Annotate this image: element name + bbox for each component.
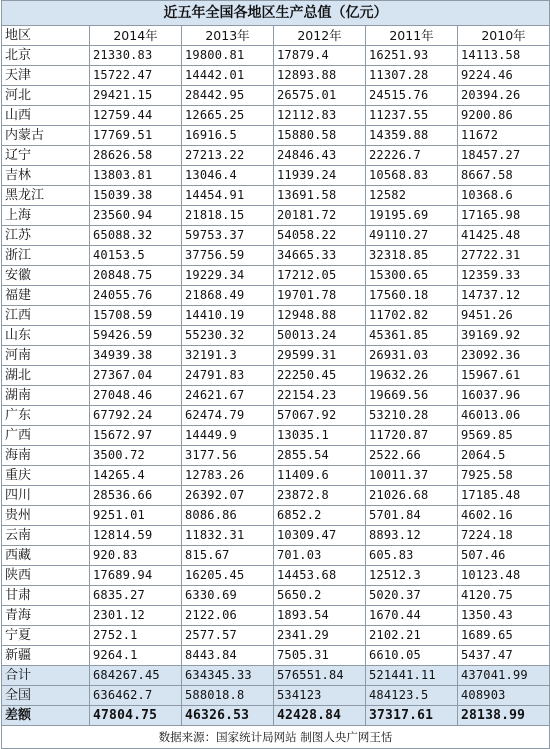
value-cell: 37317.61 bbox=[366, 706, 458, 726]
value-cell: 32318.85 bbox=[366, 246, 458, 266]
value-cell: 534123 bbox=[274, 686, 366, 706]
value-cell: 17689.94 bbox=[90, 566, 182, 586]
difference-row bbox=[2, 706, 550, 726]
value-cell: 12893.88 bbox=[274, 66, 366, 86]
table-row bbox=[2, 266, 550, 286]
value-cell: 920.83 bbox=[90, 546, 182, 566]
value-cell: 21818.15 bbox=[182, 206, 274, 226]
value-cell: 8893.12 bbox=[366, 526, 458, 546]
table-row bbox=[2, 206, 550, 226]
value-cell: 67792.24 bbox=[90, 406, 182, 426]
value-cell: 53210.28 bbox=[366, 406, 458, 426]
table-row bbox=[2, 226, 550, 246]
value-cell: 39169.92 bbox=[458, 326, 550, 346]
table-row bbox=[2, 106, 550, 126]
value-cell: 7505.31 bbox=[274, 646, 366, 666]
value-cell: 11720.87 bbox=[366, 426, 458, 446]
value-cell: 9264.1 bbox=[90, 646, 182, 666]
value-cell: 47804.75 bbox=[90, 706, 182, 726]
value-cell: 15880.58 bbox=[274, 126, 366, 146]
value-cell: 9569.85 bbox=[458, 426, 550, 446]
value-cell: 6610.05 bbox=[366, 646, 458, 666]
value-cell: 2064.5 bbox=[458, 446, 550, 466]
value-cell: 14449.9 bbox=[182, 426, 274, 446]
value-cell: 28442.95 bbox=[182, 86, 274, 106]
value-cell: 32191.3 bbox=[182, 346, 274, 366]
table-row bbox=[2, 346, 550, 366]
value-cell: 6852.2 bbox=[274, 506, 366, 526]
header-row bbox=[2, 26, 550, 46]
table-row bbox=[2, 366, 550, 386]
table-row bbox=[2, 326, 550, 346]
value-cell: 55230.32 bbox=[182, 326, 274, 346]
value-cell: 14453.68 bbox=[274, 566, 366, 586]
value-cell: 13803.81 bbox=[90, 166, 182, 186]
region-cell: 四川 bbox=[2, 486, 90, 506]
value-cell: 14359.88 bbox=[366, 126, 458, 146]
value-cell: 684267.45 bbox=[90, 666, 182, 686]
value-cell: 17165.98 bbox=[458, 206, 550, 226]
value-cell: 634345.33 bbox=[182, 666, 274, 686]
table-row bbox=[2, 306, 550, 326]
value-cell: 8443.84 bbox=[182, 646, 274, 666]
region-cell: 甘肃 bbox=[2, 586, 90, 606]
value-cell: 19195.69 bbox=[366, 206, 458, 226]
value-cell: 1350.43 bbox=[458, 606, 550, 626]
table-row bbox=[2, 626, 550, 646]
value-cell: 15672.97 bbox=[90, 426, 182, 446]
region-cell: 重庆 bbox=[2, 466, 90, 486]
value-cell: 16037.96 bbox=[458, 386, 550, 406]
value-cell: 18457.27 bbox=[458, 146, 550, 166]
value-cell: 12759.44 bbox=[90, 106, 182, 126]
header-year-2011: 2011年 bbox=[366, 26, 458, 46]
value-cell: 636462.7 bbox=[90, 686, 182, 706]
value-cell: 11237.55 bbox=[366, 106, 458, 126]
value-cell: 65088.32 bbox=[90, 226, 182, 246]
region-cell: 安徽 bbox=[2, 266, 90, 286]
value-cell: 5701.84 bbox=[366, 506, 458, 526]
value-cell: 2122.06 bbox=[182, 606, 274, 626]
table-row bbox=[2, 186, 550, 206]
value-cell: 12948.88 bbox=[274, 306, 366, 326]
header-region: 地区 bbox=[2, 26, 90, 46]
value-cell: 14113.58 bbox=[458, 46, 550, 66]
value-cell: 22226.7 bbox=[366, 146, 458, 166]
value-cell: 24055.76 bbox=[90, 286, 182, 306]
value-cell: 7224.18 bbox=[458, 526, 550, 546]
region-cell: 上海 bbox=[2, 206, 90, 226]
value-cell: 3177.56 bbox=[182, 446, 274, 466]
value-cell: 13046.4 bbox=[182, 166, 274, 186]
value-cell: 49110.27 bbox=[366, 226, 458, 246]
national-row bbox=[2, 686, 550, 706]
value-cell: 12359.33 bbox=[458, 266, 550, 286]
value-cell: 16205.45 bbox=[182, 566, 274, 586]
value-cell: 24621.67 bbox=[182, 386, 274, 406]
value-cell: 10568.83 bbox=[366, 166, 458, 186]
value-cell: 14265.4 bbox=[90, 466, 182, 486]
value-cell: 12783.26 bbox=[182, 466, 274, 486]
value-cell: 4120.75 bbox=[458, 586, 550, 606]
value-cell: 9200.86 bbox=[458, 106, 550, 126]
value-cell: 2341.29 bbox=[274, 626, 366, 646]
value-cell: 14737.12 bbox=[458, 286, 550, 306]
region-cell: 云南 bbox=[2, 526, 90, 546]
region-cell: 广东 bbox=[2, 406, 90, 426]
region-cell: 新疆 bbox=[2, 646, 90, 666]
value-cell: 15967.61 bbox=[458, 366, 550, 386]
table-row bbox=[2, 146, 550, 166]
value-cell: 17185.48 bbox=[458, 486, 550, 506]
region-cell: 宁夏 bbox=[2, 626, 90, 646]
region-cell: 合计 bbox=[2, 666, 90, 686]
value-cell: 41425.48 bbox=[458, 226, 550, 246]
region-cell: 吉林 bbox=[2, 166, 90, 186]
value-cell: 701.03 bbox=[274, 546, 366, 566]
value-cell: 5020.37 bbox=[366, 586, 458, 606]
value-cell: 17879.4 bbox=[274, 46, 366, 66]
value-cell: 15722.47 bbox=[90, 66, 182, 86]
value-cell: 46013.06 bbox=[458, 406, 550, 426]
value-cell: 27048.46 bbox=[90, 386, 182, 406]
value-cell: 12112.83 bbox=[274, 106, 366, 126]
table-row bbox=[2, 406, 550, 426]
region-cell: 湖北 bbox=[2, 366, 90, 386]
value-cell: 8086.86 bbox=[182, 506, 274, 526]
value-cell: 57067.92 bbox=[274, 406, 366, 426]
value-cell: 28138.99 bbox=[458, 706, 550, 726]
table-row bbox=[2, 386, 550, 406]
value-cell: 2102.21 bbox=[366, 626, 458, 646]
value-cell: 46326.53 bbox=[182, 706, 274, 726]
region-cell: 全国 bbox=[2, 686, 90, 706]
region-cell: 福建 bbox=[2, 286, 90, 306]
region-cell: 天津 bbox=[2, 66, 90, 86]
value-cell: 34665.33 bbox=[274, 246, 366, 266]
table-row bbox=[2, 586, 550, 606]
value-cell: 21330.83 bbox=[90, 46, 182, 66]
header-year-2014: 2014年 bbox=[90, 26, 182, 46]
value-cell: 20394.26 bbox=[458, 86, 550, 106]
value-cell: 10309.47 bbox=[274, 526, 366, 546]
value-cell: 22154.23 bbox=[274, 386, 366, 406]
source-row bbox=[2, 726, 550, 749]
region-cell: 湖南 bbox=[2, 386, 90, 406]
value-cell: 11702.82 bbox=[366, 306, 458, 326]
value-cell: 437041.99 bbox=[458, 666, 550, 686]
value-cell: 2752.1 bbox=[90, 626, 182, 646]
value-cell: 6835.27 bbox=[90, 586, 182, 606]
header-year-2010: 2010年 bbox=[458, 26, 550, 46]
value-cell: 11307.28 bbox=[366, 66, 458, 86]
value-cell: 13691.58 bbox=[274, 186, 366, 206]
value-cell: 26931.03 bbox=[366, 346, 458, 366]
value-cell: 5650.2 bbox=[274, 586, 366, 606]
value-cell: 20848.75 bbox=[90, 266, 182, 286]
value-cell: 10368.6 bbox=[458, 186, 550, 206]
value-cell: 19229.34 bbox=[182, 266, 274, 286]
region-cell: 西藏 bbox=[2, 546, 90, 566]
value-cell: 15708.59 bbox=[90, 306, 182, 326]
value-cell: 2855.54 bbox=[274, 446, 366, 466]
region-cell: 江西 bbox=[2, 306, 90, 326]
value-cell: 17212.05 bbox=[274, 266, 366, 286]
value-cell: 23560.94 bbox=[90, 206, 182, 226]
table-row bbox=[2, 166, 550, 186]
gdp-table bbox=[1, 0, 550, 749]
value-cell: 28536.66 bbox=[90, 486, 182, 506]
table-row bbox=[2, 86, 550, 106]
value-cell: 408903 bbox=[458, 686, 550, 706]
header-year-2013: 2013年 bbox=[182, 26, 274, 46]
value-cell: 12665.25 bbox=[182, 106, 274, 126]
value-cell: 16251.93 bbox=[366, 46, 458, 66]
value-cell: 3500.72 bbox=[90, 446, 182, 466]
value-cell: 17560.18 bbox=[366, 286, 458, 306]
value-cell: 9251.01 bbox=[90, 506, 182, 526]
value-cell: 14454.91 bbox=[182, 186, 274, 206]
value-cell: 576551.84 bbox=[274, 666, 366, 686]
value-cell: 27722.31 bbox=[458, 246, 550, 266]
value-cell: 37756.59 bbox=[182, 246, 274, 266]
region-cell: 黑龙江 bbox=[2, 186, 90, 206]
table-row bbox=[2, 426, 550, 446]
value-cell: 2522.66 bbox=[366, 446, 458, 466]
value-cell: 2301.12 bbox=[90, 606, 182, 626]
value-cell: 507.46 bbox=[458, 546, 550, 566]
value-cell: 29599.31 bbox=[274, 346, 366, 366]
value-cell: 1689.65 bbox=[458, 626, 550, 646]
value-cell: 50013.24 bbox=[274, 326, 366, 346]
value-cell: 815.67 bbox=[182, 546, 274, 566]
value-cell: 14442.01 bbox=[182, 66, 274, 86]
value-cell: 26575.01 bbox=[274, 86, 366, 106]
value-cell: 27213.22 bbox=[182, 146, 274, 166]
value-cell: 10123.48 bbox=[458, 566, 550, 586]
value-cell: 21868.49 bbox=[182, 286, 274, 306]
value-cell: 45361.85 bbox=[366, 326, 458, 346]
value-cell: 34939.38 bbox=[90, 346, 182, 366]
region-cell: 青海 bbox=[2, 606, 90, 626]
value-cell: 484123.5 bbox=[366, 686, 458, 706]
value-cell: 27367.04 bbox=[90, 366, 182, 386]
value-cell: 11939.24 bbox=[274, 166, 366, 186]
value-cell: 19632.26 bbox=[366, 366, 458, 386]
value-cell: 42428.84 bbox=[274, 706, 366, 726]
value-cell: 28626.58 bbox=[90, 146, 182, 166]
value-cell: 26392.07 bbox=[182, 486, 274, 506]
value-cell: 521441.11 bbox=[366, 666, 458, 686]
value-cell: 12814.59 bbox=[90, 526, 182, 546]
value-cell: 19701.78 bbox=[274, 286, 366, 306]
table-row bbox=[2, 526, 550, 546]
value-cell: 588018.8 bbox=[182, 686, 274, 706]
value-cell: 19669.56 bbox=[366, 386, 458, 406]
value-cell: 13035.1 bbox=[274, 426, 366, 446]
value-cell: 10011.37 bbox=[366, 466, 458, 486]
table-row bbox=[2, 486, 550, 506]
value-cell: 29421.15 bbox=[90, 86, 182, 106]
table-row bbox=[2, 566, 550, 586]
value-cell: 16916.5 bbox=[182, 126, 274, 146]
table-row bbox=[2, 506, 550, 526]
value-cell: 15300.65 bbox=[366, 266, 458, 286]
region-cell: 江苏 bbox=[2, 226, 90, 246]
table-row bbox=[2, 66, 550, 86]
value-cell: 23092.36 bbox=[458, 346, 550, 366]
value-cell: 21026.68 bbox=[366, 486, 458, 506]
value-cell: 15039.38 bbox=[90, 186, 182, 206]
value-cell: 11832.31 bbox=[182, 526, 274, 546]
value-cell: 7925.58 bbox=[458, 466, 550, 486]
header-year-2012: 2012年 bbox=[274, 26, 366, 46]
value-cell: 9224.46 bbox=[458, 66, 550, 86]
value-cell: 12512.3 bbox=[366, 566, 458, 586]
value-cell: 24846.43 bbox=[274, 146, 366, 166]
value-cell: 605.83 bbox=[366, 546, 458, 566]
region-cell: 辽宁 bbox=[2, 146, 90, 166]
value-cell: 6330.69 bbox=[182, 586, 274, 606]
value-cell: 22250.45 bbox=[274, 366, 366, 386]
value-cell: 40153.5 bbox=[90, 246, 182, 266]
table-row bbox=[2, 246, 550, 266]
table-row bbox=[2, 126, 550, 146]
table-row bbox=[2, 646, 550, 666]
value-cell: 20181.72 bbox=[274, 206, 366, 226]
region-cell: 贵州 bbox=[2, 506, 90, 526]
region-cell: 河北 bbox=[2, 86, 90, 106]
source-note: 数据来源：国家统计局网站 制图人央广网王恬 bbox=[2, 726, 550, 749]
table-row bbox=[2, 46, 550, 66]
value-cell: 8667.58 bbox=[458, 166, 550, 186]
region-cell: 内蒙古 bbox=[2, 126, 90, 146]
region-cell: 广西 bbox=[2, 426, 90, 446]
value-cell: 2577.57 bbox=[182, 626, 274, 646]
table-row bbox=[2, 466, 550, 486]
value-cell: 1893.54 bbox=[274, 606, 366, 626]
region-cell: 浙江 bbox=[2, 246, 90, 266]
value-cell: 54058.22 bbox=[274, 226, 366, 246]
value-cell: 59753.37 bbox=[182, 226, 274, 246]
region-cell: 山东 bbox=[2, 326, 90, 346]
value-cell: 1670.44 bbox=[366, 606, 458, 626]
value-cell: 14410.19 bbox=[182, 306, 274, 326]
table-row bbox=[2, 546, 550, 566]
value-cell: 11409.6 bbox=[274, 466, 366, 486]
region-cell: 陕西 bbox=[2, 566, 90, 586]
region-cell: 北京 bbox=[2, 46, 90, 66]
value-cell: 24515.76 bbox=[366, 86, 458, 106]
table-row bbox=[2, 446, 550, 466]
value-cell: 24791.83 bbox=[182, 366, 274, 386]
table-row bbox=[2, 606, 550, 626]
value-cell: 9451.26 bbox=[458, 306, 550, 326]
value-cell: 19800.81 bbox=[182, 46, 274, 66]
value-cell: 12582 bbox=[366, 186, 458, 206]
value-cell: 11672 bbox=[458, 126, 550, 146]
region-cell: 河南 bbox=[2, 346, 90, 366]
region-cell: 海南 bbox=[2, 446, 90, 466]
value-cell: 4602.16 bbox=[458, 506, 550, 526]
region-cell: 差额 bbox=[2, 706, 90, 726]
table-row bbox=[2, 286, 550, 306]
sum-row bbox=[2, 666, 550, 686]
value-cell: 5437.47 bbox=[458, 646, 550, 666]
region-cell: 山西 bbox=[2, 106, 90, 126]
value-cell: 17769.51 bbox=[90, 126, 182, 146]
value-cell: 23872.8 bbox=[274, 486, 366, 506]
value-cell: 62474.79 bbox=[182, 406, 274, 426]
table-title: 近五年全国各地区生产总值（亿元） bbox=[2, 1, 550, 26]
value-cell: 59426.59 bbox=[90, 326, 182, 346]
